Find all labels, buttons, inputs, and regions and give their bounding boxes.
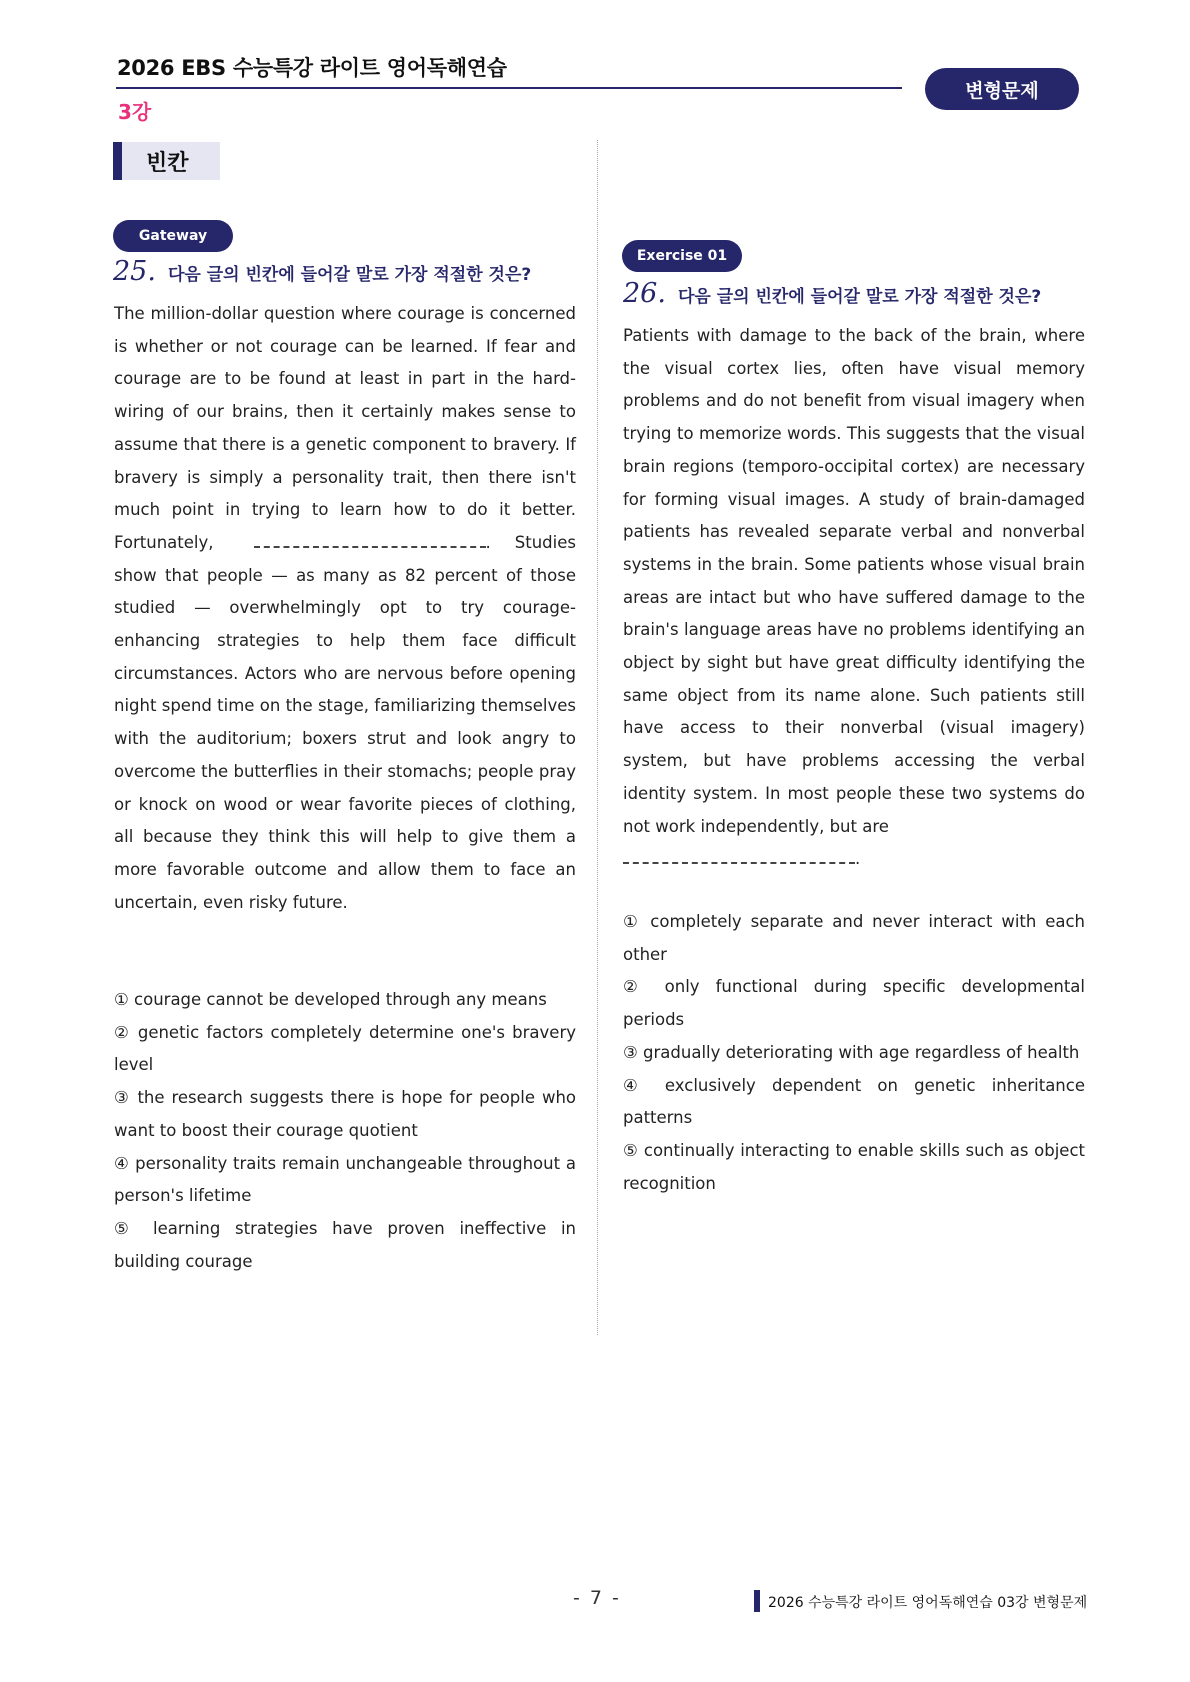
header-rule: [116, 87, 902, 89]
choice-4[interactable]: ④ exclusively dependent on genetic inheritance patterns: [623, 1075, 1085, 1128]
question-number: 26.: [623, 278, 666, 309]
passage-text: The million-dollar question where courage is concerned is whether or not courage can be learned. If fear and courage are to be found at least in part in the hard-wiring of our brains, then it certainly makes sense to assume that there is a genetic component to bravery. If bravery is simply a personality trait, then there isn't much point in trying to learn how to do it better. Fortunately,: [114, 304, 576, 552]
choice-2[interactable]: ② genetic factors completely determine one's bravery level: [114, 1022, 576, 1075]
passage-text: Patients with damage to the back of the brain, where the visual cortex lies, often have visual memory problems and do not benefit from visual imagery when trying to memorize words. This suggests that the visual brain regions (temporo-occipital cortex) are necessary for forming visual images. A study of brain-damaged patients has revealed separate verbal and nonverbal systems in the brain. Some patients whose visual brain areas are intact but who have suffered damage to the brain's language areas have no problems identifying an object by sight but have great difficulty identifying the same object from its name alone. Such patients still have access to their nonverbal (visual imagery) system, but have problems accessing the verbal identity system. In most people these two systems do not work independently, but are: [623, 326, 1085, 836]
question-26-choices: [623, 906, 1085, 1200]
question-25-choices: [114, 984, 576, 1278]
question-25-passage: [114, 298, 576, 919]
gateway-tag: Gateway: [113, 220, 233, 252]
passage-text: . Studies show that people — as many as 82 percent of those studied — overwhelmingly opt to try courage-enhancing strategies to help them face difficult circumstances. Actors who are nervous before opening night spend time on the stage, familiarizing themselves with the auditorium; boxers strut and look angry to overcome the butterflies in their stomachs; people pray or knock on wood or wear favorite pieces of clothing, all because they think this will help to give them a more favorable outcome and allow them to face an uncertain, even risky future.: [114, 532, 576, 912]
choice-4[interactable]: ④ personality traits remain unchangeable throughout a person's lifetime: [114, 1153, 576, 1206]
passage-text: .: [855, 849, 861, 869]
question-26-header: [623, 278, 1041, 309]
choice-3[interactable]: ③ the research suggests there is hope for people who want to boost their courage quotient: [114, 1088, 576, 1140]
question-26-passage: [623, 320, 1085, 876]
question-number: 25.: [113, 256, 156, 287]
question-prompt: 다음 글의 빈칸에 들어갈 말로 가장 적절한 것은?: [167, 265, 532, 285]
exercise-tag: Exercise 01: [622, 240, 742, 272]
choice-1[interactable]: ① courage cannot be developed through any means: [114, 990, 547, 1009]
section-marker: [113, 142, 122, 180]
choice-1[interactable]: ① completely separate and never interact with each other: [623, 912, 1085, 964]
choice-5[interactable]: ⑤ learning strategies have proven ineffective in building courage: [114, 1218, 576, 1271]
answer-blank: [254, 532, 486, 548]
column-divider: [597, 140, 598, 1335]
footer-title: 2026 수능특강 라이트 영어독해연습 03강 변형문제: [768, 1595, 1088, 1611]
choice-5[interactable]: ⑤ continually interacting to enable skills such as object recognition: [623, 1140, 1085, 1193]
document-title: 2026 EBS 수능특강 라이트 영어독해연습: [117, 56, 507, 80]
page-number: - 7 -: [573, 1587, 621, 1609]
answer-blank: [623, 848, 855, 864]
footer-marker: [754, 1590, 760, 1612]
question-prompt: 다음 글의 빈칸에 들어갈 말로 가장 적절한 것은?: [677, 287, 1042, 307]
choice-2[interactable]: ② only functional during specific developmental periods: [623, 977, 1085, 1030]
variant-badge: 변형문제: [925, 68, 1079, 110]
choice-3[interactable]: ③ gradually deteriorating with age regardless of health: [623, 1042, 1080, 1062]
lesson-label: 3강: [118, 100, 152, 124]
section-title: 빈칸: [122, 142, 220, 180]
question-25-header: [113, 256, 531, 287]
